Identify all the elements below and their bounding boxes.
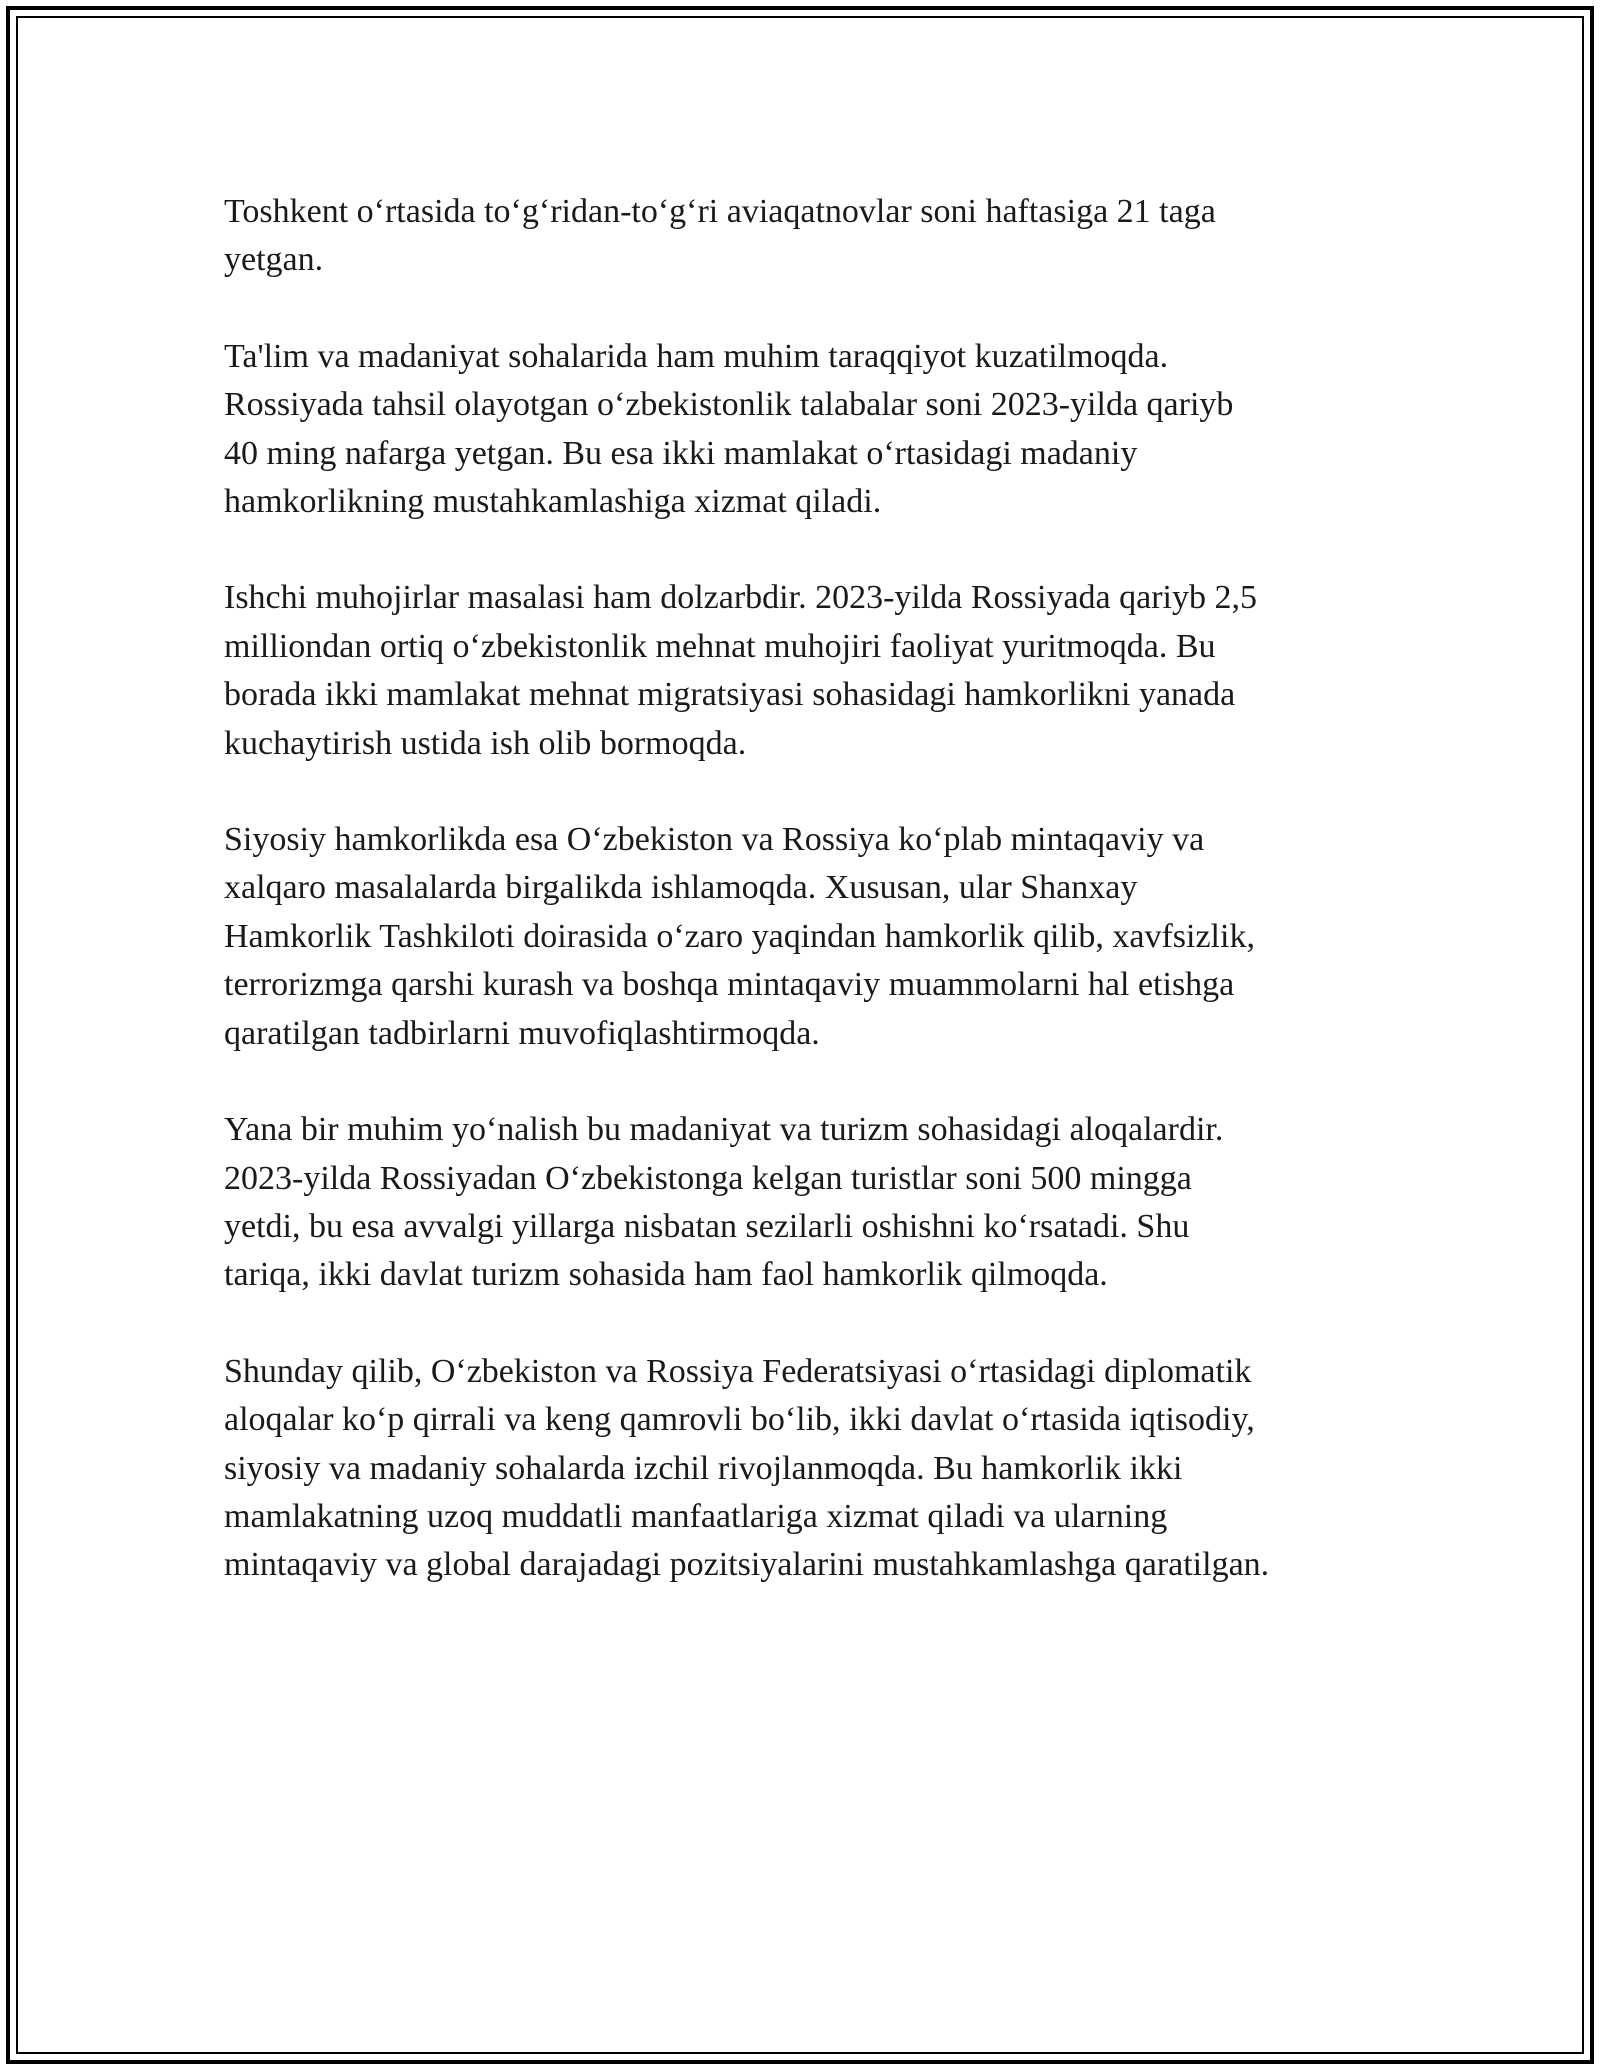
- text-line: Rossiyada tahsil olayotgan o‘zbekistonlik talabalar soni 2023-yilda qariyb: [224, 386, 1234, 424]
- text-line: borada ikki mamlakat mehnat migratsiyasi sohasidagi hamkorlikni yanada: [224, 676, 1236, 714]
- text-line: 2023-yilda Rossiyadan O‘zbekistonga kelgan turistlar soni 500 mingga: [224, 1159, 1192, 1197]
- text-line: aloqalar ko‘p qirrali va keng qamrovli bo‘lib, ikki davlat o‘rtasida iqtisodiy,: [224, 1401, 1255, 1439]
- text-line: tariqa, ikki davlat turizm sohasida ham faol hamkorlik qilmoqda.: [224, 1256, 1108, 1294]
- text-line: Hamkorlik Tashkiloti doirasida o‘zaro yaqindan hamkorlik qilib, xavfsizlik,: [224, 917, 1255, 955]
- text-line: siyosiy va madaniy sohalarda izchil rivojlanmoqda. Bu hamkorlik ikki: [224, 1449, 1183, 1487]
- text-line: yetdi, bu esa avvalgi yillarga nisbatan sezilarli oshishni ko‘rsatadi. Shu: [224, 1207, 1190, 1245]
- text-line: terrorizmga qarshi kurash va boshqa mintaqaviy muammolarni hal etishga: [224, 966, 1235, 1004]
- text-line: Shunday qilib, O‘zbekiston va Rossiya Federatsiyasi o‘rtasidagi diplomatik: [224, 1352, 1252, 1390]
- text-line: xalqaro masalalarda birgalikda ishlamoqda. Xususan, ular Shanxay: [224, 869, 1138, 907]
- paragraph-tourism: [224, 1106, 1374, 1300]
- text-line: Yana bir muhim yo‘nalish bu madaniyat va turizm sohasidagi aloqalardir.: [224, 1111, 1224, 1149]
- text-line: mintaqaviy va global darajadagi pozitsiyalarini mustahkamlashga qaratilgan.: [224, 1546, 1270, 1584]
- paragraph-education: [224, 333, 1374, 527]
- text-line: Ishchi muhojirlar masalasi ham dolzarbdir. 2023-yilda Rossiyada qariyb 2,5: [224, 579, 1257, 617]
- text-line: Toshkent o‘rtasida to‘g‘ridan-to‘g‘ri aviaqatnovlar soni haftasiga 21 taga: [224, 193, 1216, 230]
- paragraph-migration: [224, 574, 1374, 768]
- text-line: 40 ming nafarga yetgan. Bu esa ikki mamlakat o‘rtasidagi madaniy: [224, 434, 1138, 472]
- text-line: kuchaytirish ustida ish olib bormoqda.: [224, 724, 747, 762]
- paragraph-flights: [224, 188, 1374, 285]
- text-line: milliondan ortiq o‘zbekistonlik mehnat muhojiri faoliyat yuritmoqda. Bu: [224, 627, 1216, 665]
- paragraph-conclusion: [224, 1348, 1374, 1590]
- document-body: [224, 188, 1374, 1638]
- paragraph-politics: [224, 816, 1374, 1058]
- text-line: hamkorlikning mustahkamlashiga xizmat qiladi.: [224, 483, 882, 521]
- text-line: yetgan.: [224, 241, 324, 279]
- text-line: Ta'lim va madaniyat sohalarida ham muhim taraqqiyot kuzatilmoqda.: [224, 337, 1169, 375]
- text-line: qaratilgan tadbirlarni muvofiqlashtirmoqda.: [224, 1014, 820, 1052]
- text-line: mamlakatning uzoq muddatli manfaatlariga xizmat qiladi va ularning: [224, 1497, 1168, 1535]
- text-line: Siyosiy hamkorlikda esa O‘zbekiston va Rossiya ko‘plab mintaqaviy va: [224, 821, 1205, 859]
